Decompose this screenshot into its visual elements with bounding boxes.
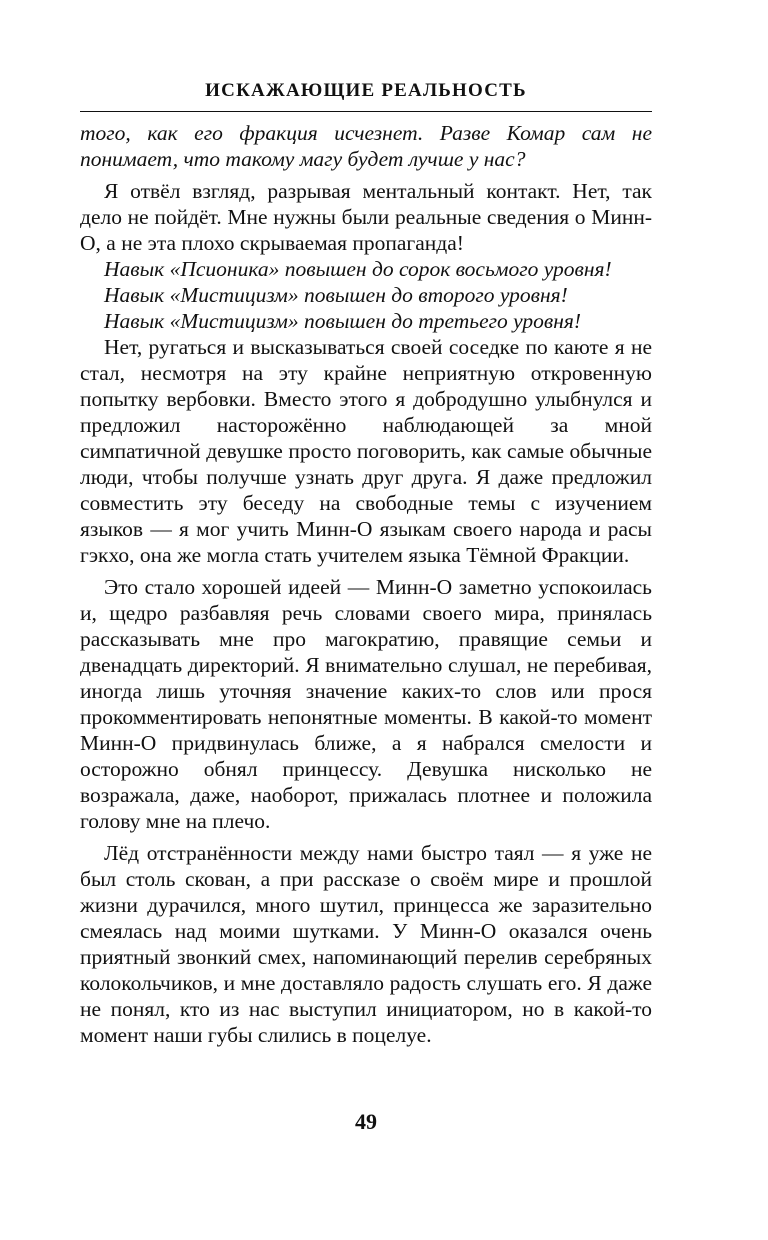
system-message: Навык «Мистицизм» повышен до третьего уровня! — [104, 309, 582, 333]
paragraph: Я отвёл взгляд, разрывая ментальный контакт. Нет, так дело не пойдёт. Мне нужны были реальные сведения о Минн-О, а не эта плохо скрываемая пропаганда! — [80, 179, 652, 255]
paragraph: Лёд отстранённости между нами быстро таял — я уже не был столь скован, а при рассказе о своём мире и прошлой жизни дурачился, много шутил, принцесса же заразительно смеялась над моими шутками. У Минн-О оказался очень приятный звонкий смех, напоминающий перелив серебряных колокольчиков, и мне доставляло радость слушать его. Я даже не понял, кто из нас выступил инициатором, но в какой-то момент наши губы слились в поцелуе. — [80, 841, 652, 1047]
paragraph-continuation: того, как его фракция исчезнет. Разве Комар сам не понимает, что такому магу будет лучше у нас? — [80, 121, 652, 171]
running-title: ИСКАЖАЮЩИЕ РЕАЛЬНОСТЬ — [80, 78, 652, 112]
page-number: 49 — [355, 1109, 377, 1134]
system-message: Навык «Псионика» повышен до сорок восьмого уровня! — [104, 257, 612, 281]
book-page — [80, 78, 652, 1048]
paragraph: Это стало хорошей идеей — Минн-О заметно успокоилась и, щедро разбавляя речь словами своего мира, принялась рассказывать мне про магократию, правящие семьи и двенадцать директорий. Я внимательно слушал, не перебивая, иногда лишь уточняя значение каких-то слов или прося прокомментировать непонятные моменты. В какой-то момент Минн-О придвинулась ближе, а я набрался смелости и осторожно обнял принцессу. Девушка нисколько не возражала, даже, наоборот, прижалась плотнее и положила голову мне на плечо. — [80, 575, 652, 833]
system-message: Навык «Мистицизм» повышен до второго уровня! — [104, 283, 568, 307]
body-text — [80, 120, 652, 1048]
paragraph: Нет, ругаться и высказываться своей соседке по каюте я не стал, несмотря на эту крайне неприятную откровенную попытку вербовки. Вместо этого я добродушно улыбнулся и предложил насторожённо наблюдающей за мной симпатичной девушке просто поговорить, как самые обычные люди, чтобы получше узнать друг друга. Я даже предложил совместить эту беседу на свободные темы с изучением языков — я мог учить Минн-О языкам своего народа и расы гэкхо, она же могла стать учителем языка Тёмной Фракции. — [80, 335, 652, 567]
